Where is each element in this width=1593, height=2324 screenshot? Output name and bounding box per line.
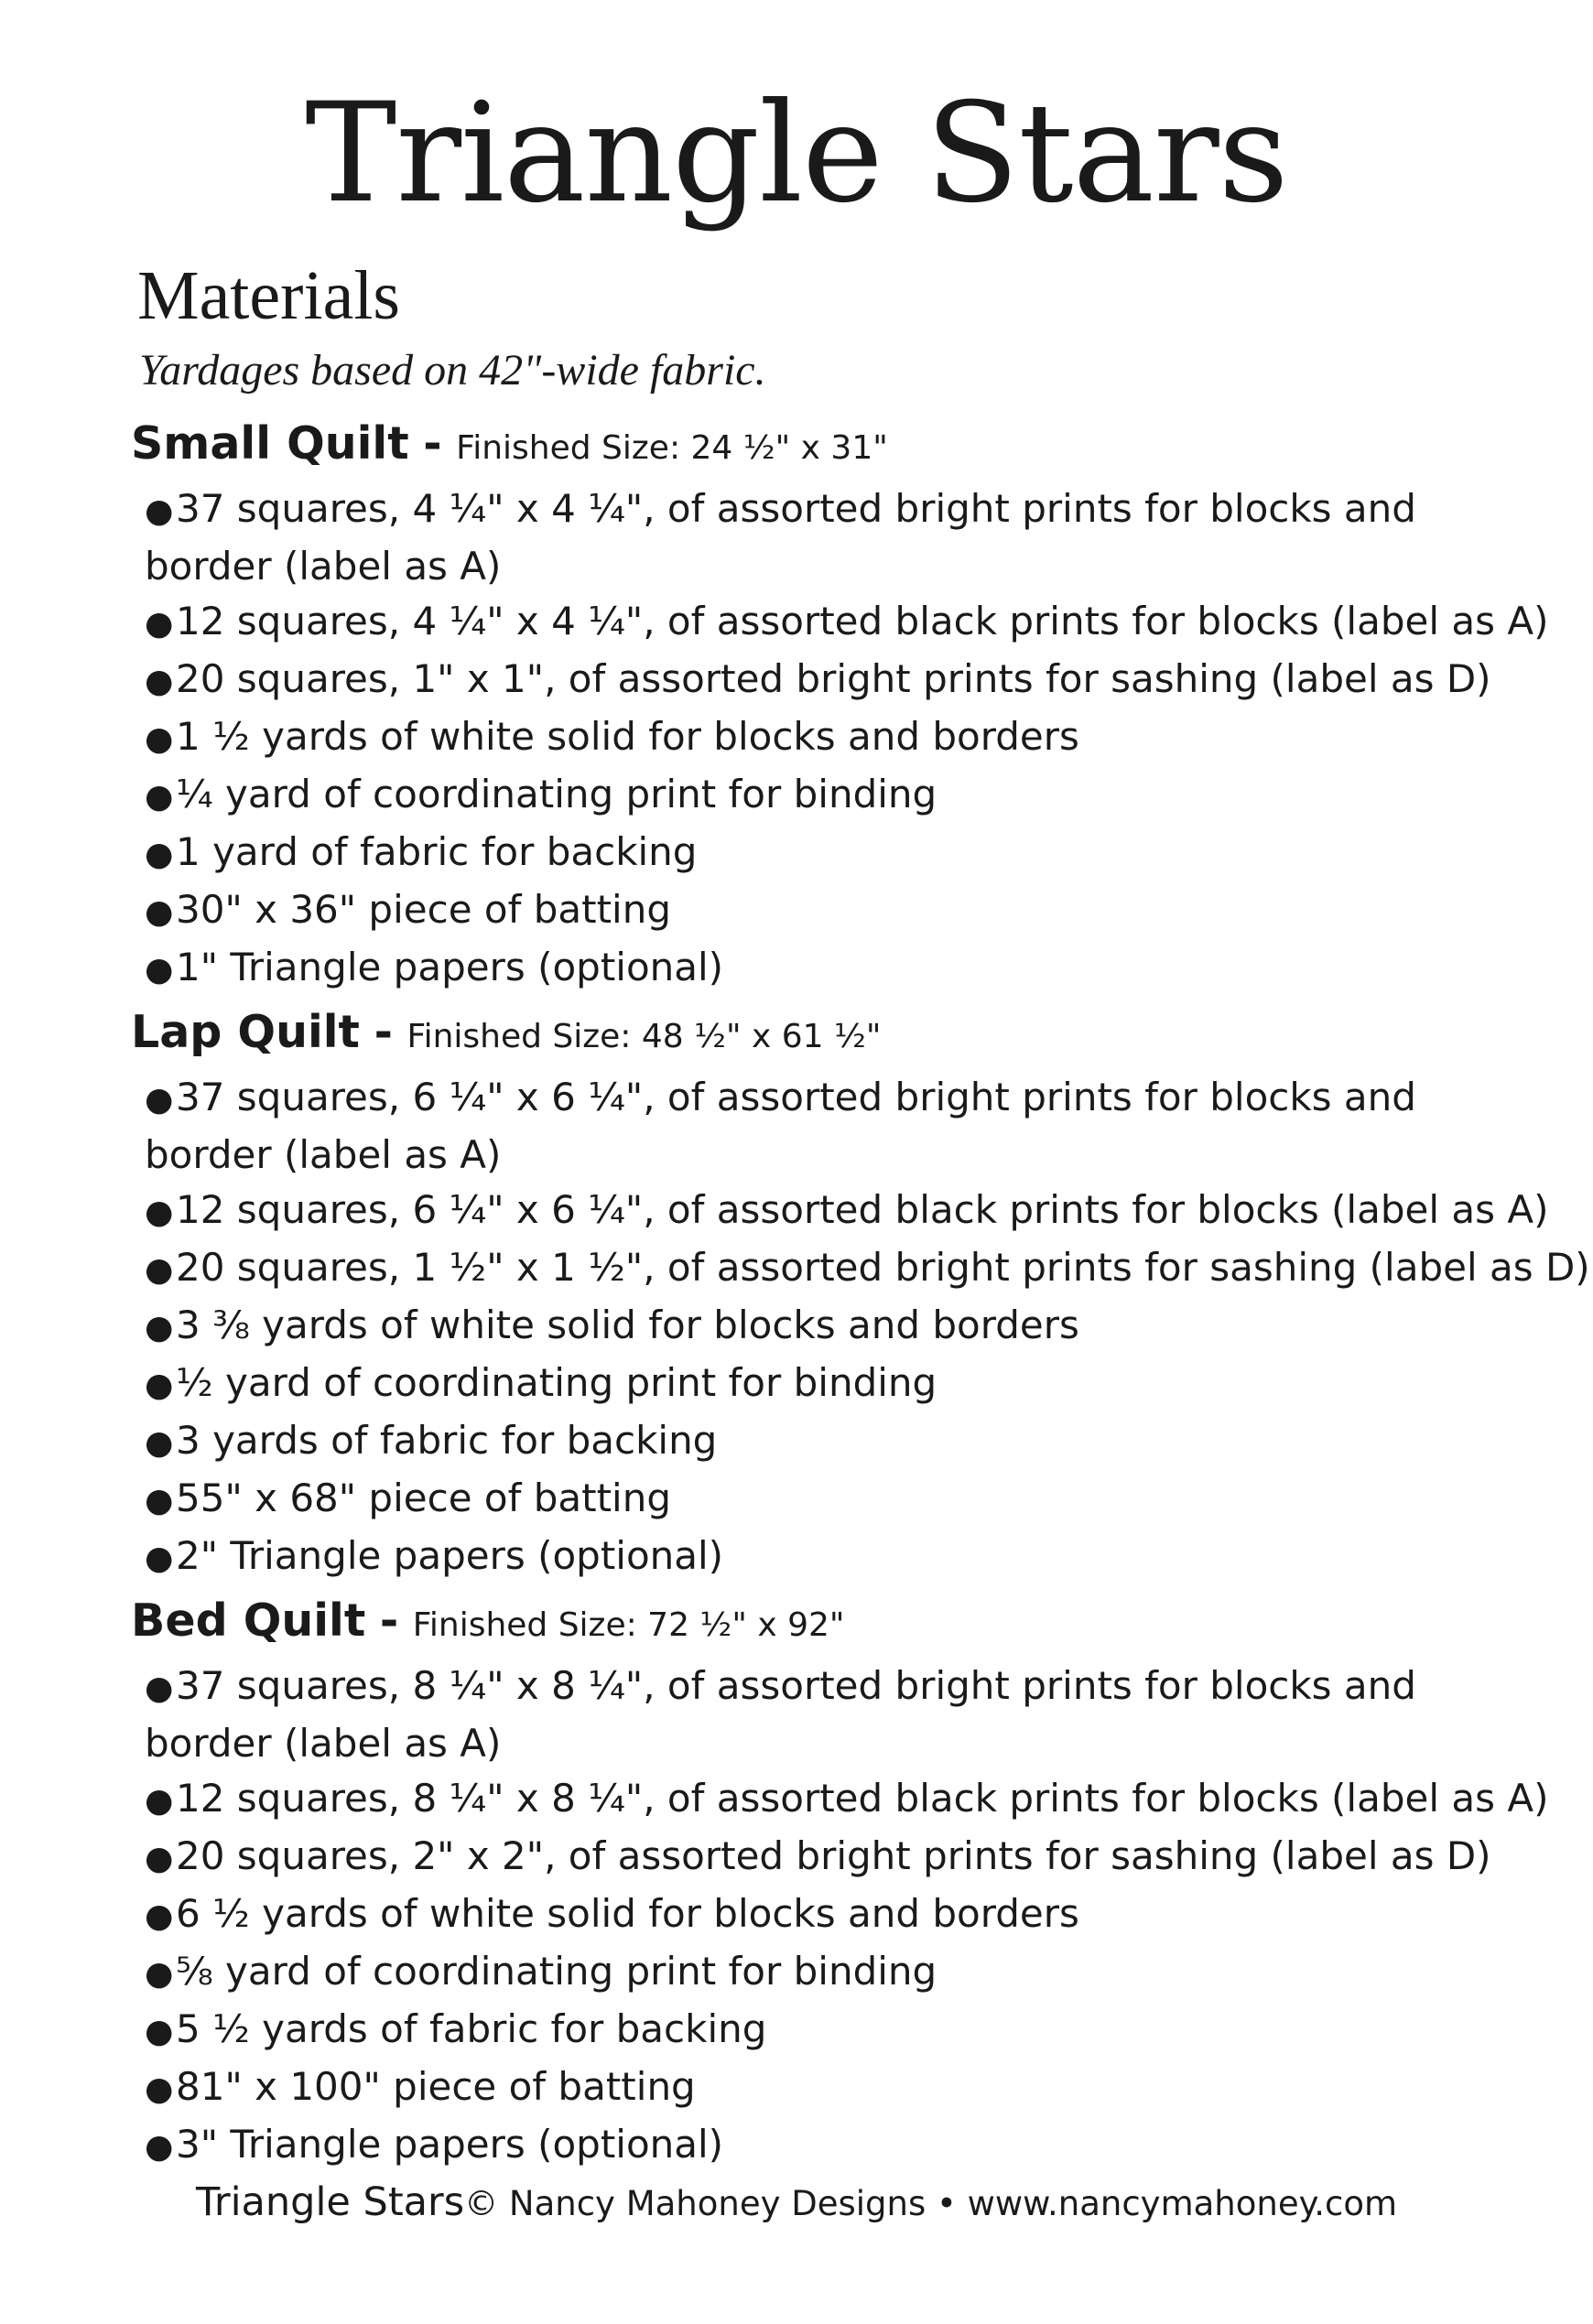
bullet-icon: ● xyxy=(145,1897,174,1935)
list-item: ●37 squares, 4 ¼" x 4 ¼", of assorted bright prints for blocks and border (label as A) xyxy=(145,486,1416,589)
list-item: ●81" x 100" piece of batting xyxy=(145,2059,1559,2117)
list-item: ●½ yard of coordinating print for binding xyxy=(145,1356,1559,1413)
yardage-note: Yardages based on 42"-wide fabric. xyxy=(139,346,766,395)
bullet-icon: ● xyxy=(145,2070,174,2108)
list-item: ●1 ½ yards of white solid for blocks and borders xyxy=(145,709,1559,767)
bullet-icon: ● xyxy=(145,2013,174,2050)
section-heading xyxy=(131,1005,1559,1065)
bullet-icon: ● xyxy=(145,1081,174,1119)
bullet-icon: ● xyxy=(145,778,174,816)
materials-list xyxy=(131,1070,1590,1586)
section-small-quilt xyxy=(131,416,1559,998)
bullet-icon: ● xyxy=(145,492,174,530)
list-item: ●⅝ yard of coordinating print for binding xyxy=(145,1944,1559,2002)
list-item: ●20 squares, 2" x 2", of assorted bright prints for sashing (label as D) xyxy=(145,1829,1559,1886)
page-title: Triangle Stars xyxy=(305,74,1288,233)
list-item: ●55" x 68" piece of batting xyxy=(145,1471,1559,1529)
section-dash: - xyxy=(379,1594,399,1647)
bullet-icon: ● xyxy=(145,1367,174,1404)
bullet-icon: ● xyxy=(145,951,174,989)
bullet-icon: ● xyxy=(145,893,174,931)
list-item: ●3 yards of fabric for backing xyxy=(145,1413,1559,1471)
bullet-icon: ● xyxy=(145,836,174,873)
bullet-icon: ● xyxy=(145,663,174,700)
bullet-icon: ● xyxy=(145,1782,174,1820)
bullet-icon: ● xyxy=(145,605,174,643)
bullet-icon: ● xyxy=(145,1840,174,1877)
section-dash: - xyxy=(423,417,442,470)
list-item: ●12 squares, 6 ¼" x 6 ¼", of assorted black prints for blocks (label as A) xyxy=(145,1183,1559,1240)
section-name: Lap Quilt xyxy=(131,1006,360,1058)
section-dash: - xyxy=(374,1006,393,1058)
bullet-icon: ● xyxy=(145,1251,174,1289)
list-item: ●12 squares, 4 ¼" x 4 ¼", of assorted black prints for blocks (label as A) xyxy=(145,594,1559,652)
list-item: ●2" Triangle papers (optional) xyxy=(145,1529,1559,1586)
section-heading xyxy=(131,416,1559,476)
section-lap-quilt xyxy=(131,1005,1590,1586)
list-item: ●¼ yard of coordinating print for binding xyxy=(145,767,1559,825)
bullet-icon: ● xyxy=(145,1540,174,1577)
footer xyxy=(0,2178,1593,2228)
materials-list xyxy=(131,1659,1559,2175)
list-item: ●6 ½ yards of white solid for blocks and borders xyxy=(145,1886,1559,1944)
finished-size: Finished Size: 48 ½" x 61 ½" xyxy=(406,1018,882,1055)
footer-credit: © Nancy Mahoney Designs • www.nancymahoney.com xyxy=(464,2184,1397,2223)
list-item: ●20 squares, 1" x 1", of assorted bright prints for sashing (label as D) xyxy=(145,652,1559,709)
bullet-icon: ● xyxy=(145,1955,174,1993)
finished-size: Finished Size: 24 ½" x 31" xyxy=(456,429,888,467)
list-item: ●37 squares, 6 ¼" x 6 ¼", of assorted bright prints for blocks and border (label as A) xyxy=(145,1075,1416,1177)
bullet-icon: ● xyxy=(145,1194,174,1231)
bullet-icon: ● xyxy=(145,1482,174,1519)
bullet-icon: ● xyxy=(145,2128,174,2166)
section-heading xyxy=(131,1594,1559,1653)
list-item: ●30" x 36" piece of batting xyxy=(145,882,1559,940)
bullet-icon: ● xyxy=(145,1670,174,1707)
footer-title: Triangle Stars xyxy=(195,2179,465,2225)
list-item: ●3 ⅜ yards of white solid for blocks and borders xyxy=(145,1298,1559,1356)
section-name: Small Quilt xyxy=(131,417,409,470)
section-name: Bed Quilt xyxy=(131,1594,366,1647)
list-item: ●3" Triangle papers (optional) xyxy=(145,2117,1559,2175)
bullet-icon: ● xyxy=(145,1424,174,1462)
list-item: ●12 squares, 8 ¼" x 8 ¼", of assorted black prints for blocks (label as A) xyxy=(145,1771,1559,1829)
list-item: ●20 squares, 1 ½" x 1 ½", of assorted bright prints for sashing (label as D) xyxy=(145,1240,1559,1298)
list-item: ●37 squares, 8 ¼" x 8 ¼", of assorted bright prints for blocks and border (label as A) xyxy=(145,1663,1416,1766)
materials-heading: Materials xyxy=(137,257,401,334)
list-item: ●1" Triangle papers (optional) xyxy=(145,940,1559,998)
bullet-icon: ● xyxy=(145,1309,174,1346)
list-item: ●5 ½ yards of fabric for backing xyxy=(145,2002,1559,2059)
section-bed-quilt xyxy=(131,1594,1559,2175)
materials-list xyxy=(131,481,1559,998)
finished-size: Finished Size: 72 ½" x 92" xyxy=(412,1606,845,1644)
bullet-icon: ● xyxy=(145,720,174,758)
list-item: ●1 yard of fabric for backing xyxy=(145,825,1559,882)
